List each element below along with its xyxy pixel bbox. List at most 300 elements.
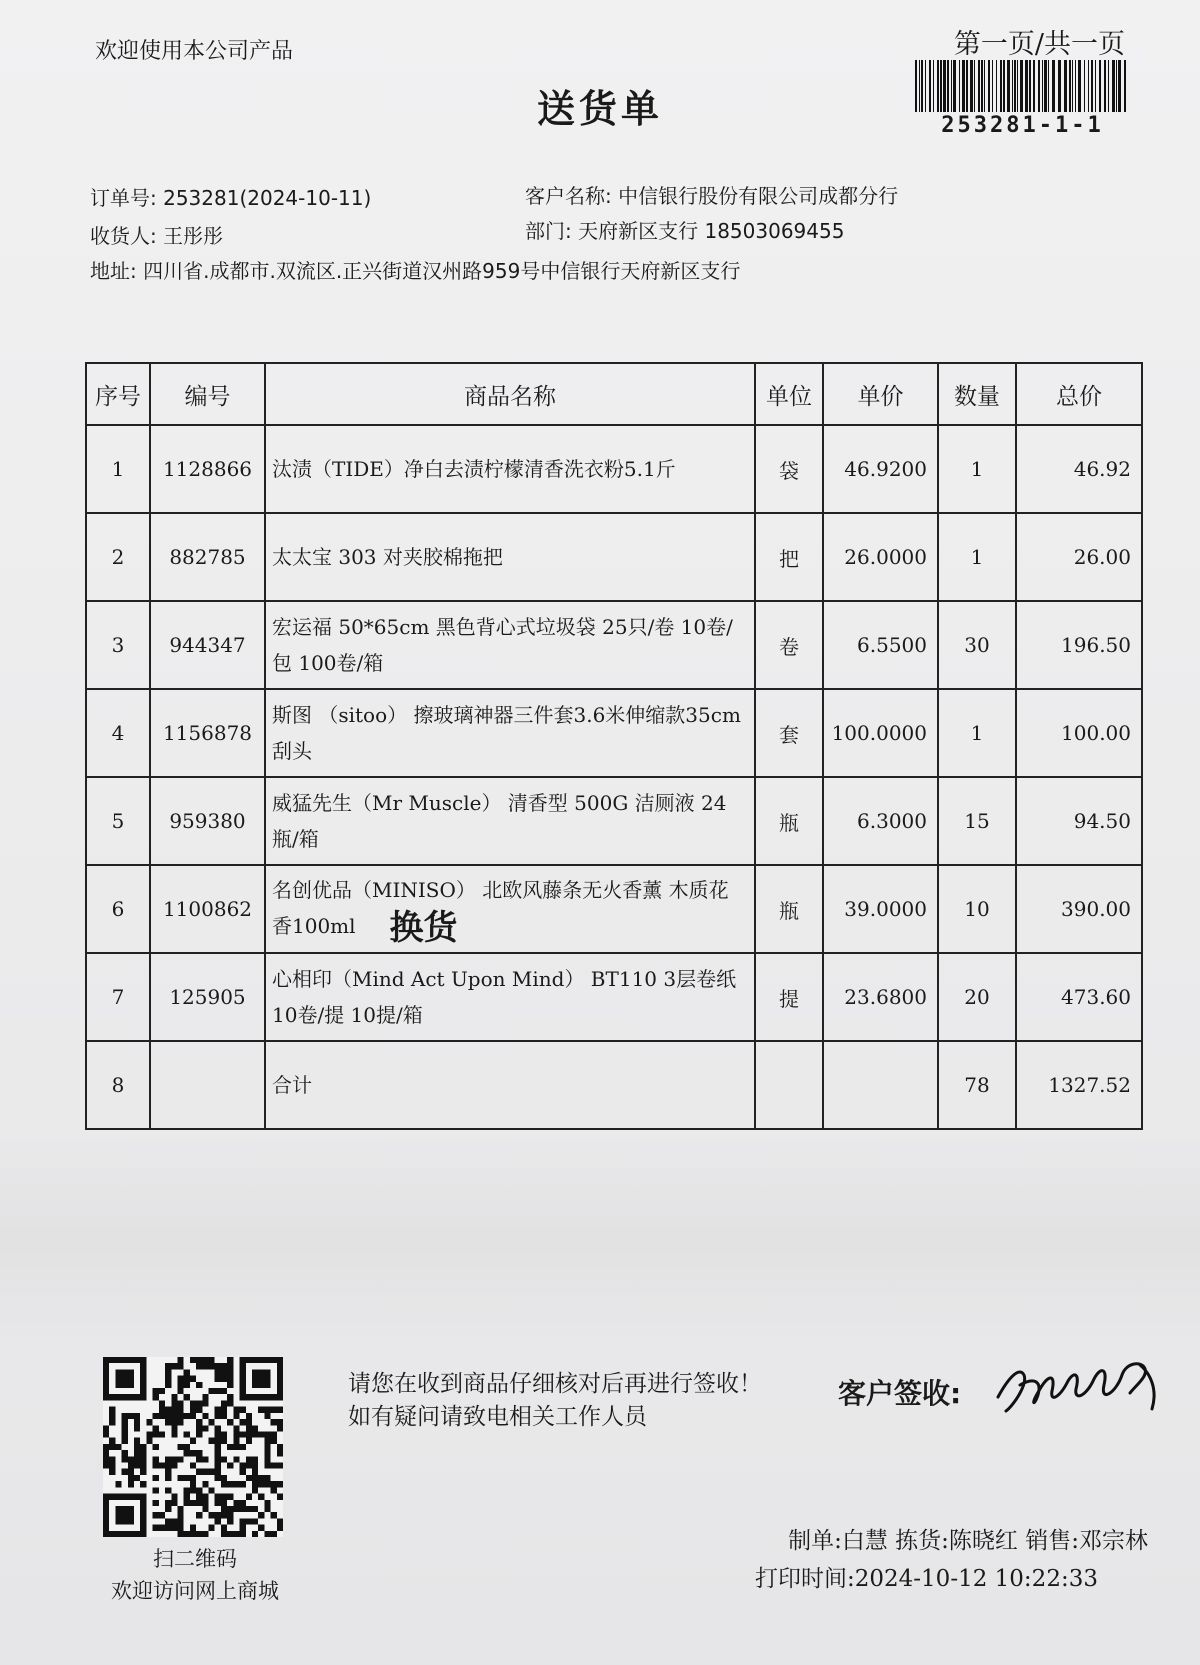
qr-module [190, 1450, 196, 1456]
qr-module [221, 1407, 227, 1413]
qr-module [252, 1456, 258, 1462]
qr-module [140, 1481, 146, 1487]
cell-total: 94.50 [1016, 777, 1142, 865]
qr-module [240, 1444, 246, 1450]
qr-code-image [103, 1357, 283, 1537]
qr-module [221, 1363, 227, 1369]
qr-module [122, 1450, 128, 1456]
barcode-bar [1112, 60, 1115, 112]
barcode-bar [1104, 60, 1106, 112]
qr-module [240, 1463, 246, 1469]
qr-module [264, 1531, 270, 1537]
qr-module [134, 1419, 140, 1425]
document-title: 送货单 [536, 87, 663, 131]
qr-module [159, 1525, 165, 1531]
qr-module [246, 1438, 252, 1444]
barcode-bar [1038, 60, 1040, 112]
qr-module [264, 1450, 270, 1456]
cell-price: 23.6800 [823, 953, 938, 1041]
qr-module [258, 1512, 264, 1518]
qr-module [159, 1512, 165, 1518]
qr-module [196, 1469, 202, 1475]
qr-module [202, 1363, 208, 1369]
qr-module [240, 1525, 246, 1531]
qr-module [196, 1357, 202, 1363]
qr-module [264, 1475, 270, 1481]
qr-module [221, 1481, 227, 1487]
table-row [86, 601, 1142, 689]
qr-module [165, 1487, 171, 1493]
cell-seq: 7 [86, 953, 150, 1041]
qr-module [196, 1494, 202, 1500]
qr-module [165, 1518, 171, 1524]
barcode-bar [1017, 60, 1018, 112]
cell-unit: 袋 [755, 425, 823, 513]
qr-module [177, 1506, 183, 1512]
cell-code: 944347 [150, 601, 265, 689]
cell-name: 太太宝 303 对夹胶棉拖把 [265, 513, 755, 601]
qr-module [240, 1469, 246, 1475]
qr-module [277, 1525, 283, 1531]
qr-module [233, 1506, 239, 1512]
order-number-value: 253281(2024-10-11) [163, 186, 372, 210]
qr-module [246, 1494, 252, 1500]
barcode-bar [1064, 60, 1067, 112]
qr-module [165, 1407, 171, 1413]
qr-module [215, 1407, 221, 1413]
cell-unit: 提 [755, 953, 823, 1041]
qr-module [240, 1500, 246, 1506]
qr-module [103, 1444, 109, 1450]
qr-module [134, 1456, 140, 1462]
qr-module [264, 1463, 270, 1469]
qr-module [171, 1407, 177, 1413]
address-value: 四川省.成都市.双流区.正兴街道汉州路959号中信银行天府新区支行 [143, 259, 741, 283]
qr-module [184, 1369, 190, 1375]
qr-module [153, 1500, 159, 1506]
qr-module [246, 1518, 252, 1524]
qr-module [128, 1463, 134, 1469]
qr-module [215, 1456, 221, 1462]
department [525, 215, 844, 244]
address-label: 地址: [90, 259, 137, 283]
barcode-bar [1058, 60, 1061, 112]
qr-module [215, 1388, 221, 1394]
qr-module [215, 1469, 221, 1475]
qr-module [165, 1506, 171, 1512]
qr-module [215, 1494, 221, 1500]
receiver [90, 220, 223, 249]
qr-module [227, 1369, 233, 1375]
qr-module [233, 1531, 239, 1537]
qr-module [277, 1450, 283, 1456]
qr-module [122, 1469, 128, 1475]
summary-total: 1327.52 [1016, 1041, 1142, 1129]
qr-module [109, 1413, 115, 1419]
summary-label: 合计 [265, 1041, 755, 1129]
qr-module [165, 1419, 171, 1425]
qr-module [209, 1469, 215, 1475]
qr-module [171, 1463, 177, 1469]
qr-module [103, 1431, 109, 1437]
customer-signature [990, 1345, 1170, 1425]
qr-module [177, 1419, 183, 1425]
qr-module [258, 1525, 264, 1531]
qr-module [171, 1500, 177, 1506]
qr-module [109, 1469, 115, 1475]
qr-module [196, 1419, 202, 1425]
cell-code: 1100862 [150, 865, 265, 953]
qr-module [215, 1500, 221, 1506]
qr-module [146, 1438, 152, 1444]
qr-module [215, 1518, 221, 1524]
barcode-bar [953, 60, 956, 112]
qr-module [221, 1456, 227, 1462]
qr-module [221, 1494, 227, 1500]
qr-module [240, 1481, 246, 1487]
barcode-bar [1099, 60, 1101, 112]
barcode-bar [981, 60, 983, 112]
qr-module [209, 1487, 215, 1493]
barcode-bar [1078, 60, 1081, 112]
qr-module [209, 1419, 215, 1425]
qr-module [271, 1407, 277, 1413]
cell-unit: 把 [755, 513, 823, 601]
barcode-image [915, 60, 1130, 112]
column-header: 商品名称 [265, 363, 755, 425]
qr-module [165, 1463, 171, 1469]
qr-module [258, 1407, 264, 1413]
qr-module [171, 1419, 177, 1425]
barcode-bar [951, 60, 952, 112]
barcode-bar [1072, 60, 1073, 112]
qr-module [233, 1438, 239, 1444]
qr-module [233, 1413, 239, 1419]
qr-module [140, 1463, 146, 1469]
cell-code: 882785 [150, 513, 265, 601]
qr-module [264, 1438, 270, 1444]
cell-price: 46.9200 [823, 425, 938, 513]
qr-module [252, 1481, 258, 1487]
qr-module [221, 1475, 227, 1481]
qr-module [128, 1475, 134, 1481]
qr-module [240, 1506, 246, 1512]
qr-module [128, 1481, 134, 1487]
barcode-bar [1118, 60, 1121, 112]
summary-price [823, 1041, 938, 1129]
qr-module [221, 1431, 227, 1437]
cell-qty: 1 [938, 513, 1016, 601]
qr-module [227, 1512, 233, 1518]
qr-module [171, 1456, 177, 1462]
qr-module [252, 1463, 258, 1469]
qr-module [128, 1469, 134, 1475]
qr-module [227, 1506, 233, 1512]
qr-module [103, 1425, 109, 1431]
qr-module [227, 1444, 233, 1450]
qr-module [196, 1450, 202, 1456]
barcode-bar [940, 60, 942, 112]
qr-module [146, 1431, 152, 1437]
cell-total: 100.00 [1016, 689, 1142, 777]
barcode-bar [937, 60, 939, 112]
qr-module [258, 1494, 264, 1500]
barcode-bar [1095, 60, 1096, 112]
barcode-bar [929, 60, 931, 112]
qr-module [227, 1363, 233, 1369]
qr-module [233, 1431, 239, 1437]
qr-module [165, 1456, 171, 1462]
order-number-label: 订单号: [90, 186, 157, 210]
barcode-bar [1088, 60, 1089, 112]
cell-unit: 卷 [755, 601, 823, 689]
receiver-value: 王彤彤 [163, 224, 224, 248]
qr-module [209, 1363, 215, 1369]
qr-module [165, 1469, 171, 1475]
cell-code: 1128866 [150, 425, 265, 513]
cell-price: 100.0000 [823, 689, 938, 777]
qr-module [277, 1407, 283, 1413]
paper-fold-shadow [0, 1130, 1200, 1350]
department-label: 部门: [525, 219, 572, 243]
qr-module [264, 1431, 270, 1437]
qr-module [277, 1494, 283, 1500]
cell-qty: 20 [938, 953, 1016, 1041]
qr-module [153, 1463, 159, 1469]
qr-module [165, 1382, 171, 1388]
qr-module [165, 1525, 171, 1531]
qr-module [171, 1431, 177, 1437]
cell-total: 196.50 [1016, 601, 1142, 689]
barcode-bar [925, 60, 926, 112]
qr-module [196, 1500, 202, 1506]
qr-finder-pattern [252, 1369, 271, 1388]
barcode-bar [1052, 60, 1055, 112]
qr-module [246, 1419, 252, 1425]
cell-name: 汰渍（TIDE）净白去渍柠檬清香洗衣粉5.1斤 [265, 425, 755, 513]
notice-text: 请您在收到商品仔细核对后再进行签收！如有疑问请致电相关工作人员 [348, 1371, 762, 1430]
qr-module [196, 1512, 202, 1518]
qr-module [246, 1425, 252, 1431]
qr-module [202, 1456, 208, 1462]
barcode-bar [1075, 60, 1076, 112]
qr-module [190, 1376, 196, 1382]
barcode-bar [984, 60, 985, 112]
qr-module [240, 1419, 246, 1425]
barcode-bar [992, 60, 993, 112]
table-row [86, 425, 1142, 513]
qr-module [246, 1475, 252, 1481]
qr-module [233, 1500, 239, 1506]
qr-module [190, 1487, 196, 1493]
qr-module [196, 1400, 202, 1406]
qr-module [246, 1413, 252, 1419]
qr-module [202, 1481, 208, 1487]
qr-module [184, 1531, 190, 1537]
qr-module [128, 1456, 134, 1462]
qr-module [159, 1388, 165, 1394]
qr-module [153, 1388, 159, 1394]
order-number [90, 182, 371, 211]
qr-module [202, 1506, 208, 1512]
table-header-row [86, 363, 1142, 425]
qr-module [153, 1512, 159, 1518]
cell-seq: 2 [86, 513, 150, 601]
barcode-bar [978, 60, 980, 112]
items-table [85, 362, 1143, 1130]
qr-module [171, 1413, 177, 1419]
qr-module [215, 1413, 221, 1419]
qr-module [277, 1481, 283, 1487]
qr-module [227, 1531, 233, 1537]
qr-module [227, 1382, 233, 1388]
qr-module [140, 1450, 146, 1456]
qr-module [196, 1431, 202, 1437]
qr-module [171, 1525, 177, 1531]
qr-module [209, 1438, 215, 1444]
cell-seq: 3 [86, 601, 150, 689]
qr-module [196, 1487, 202, 1493]
cell-price: 6.3000 [823, 777, 938, 865]
qr-module [153, 1487, 159, 1493]
qr-module [153, 1456, 159, 1462]
qr-module [271, 1438, 277, 1444]
qr-module [227, 1394, 233, 1400]
barcode-bar [933, 60, 934, 112]
summary-unit [755, 1041, 823, 1129]
qr-module [233, 1444, 239, 1450]
qr-module [202, 1357, 208, 1363]
qr-module [264, 1407, 270, 1413]
qr-module [271, 1481, 277, 1487]
qr-module [215, 1475, 221, 1481]
qr-module [165, 1376, 171, 1382]
qr-module [171, 1394, 177, 1400]
barcode-bar [996, 60, 997, 112]
barcode-bar [1084, 60, 1085, 112]
qr-module [209, 1525, 215, 1531]
qr-module [252, 1531, 258, 1537]
qr-module [159, 1431, 165, 1437]
barcode-bar [919, 60, 920, 112]
qr-module [246, 1463, 252, 1469]
qr-module [140, 1456, 146, 1462]
qr-module [227, 1481, 233, 1487]
barcode-bar [1012, 60, 1013, 112]
qr-module [209, 1512, 215, 1518]
qr-module [240, 1518, 246, 1524]
page-info: 第一页/共一页 [953, 29, 1125, 60]
qr-module [221, 1500, 227, 1506]
qr-module [190, 1525, 196, 1531]
cell-total: 46.92 [1016, 425, 1142, 513]
qr-finder-pattern [115, 1369, 134, 1388]
qr-module [196, 1425, 202, 1431]
qr-module [252, 1469, 258, 1475]
staff-info: 制单:白慧 拣货:陈晓红 销售:邓宗林 [788, 1528, 1148, 1554]
qr-module [252, 1518, 258, 1524]
barcode-bar [1033, 60, 1035, 112]
qr-module [109, 1438, 115, 1444]
qr-module [184, 1382, 190, 1388]
customer-name-label: 客户名称: [525, 184, 612, 208]
qr-module [134, 1475, 140, 1481]
cell-name: 威猛先生（Mr Muscle） 清香型 500G 洁厕液 24瓶/箱 [265, 777, 755, 865]
qr-module [122, 1419, 128, 1425]
qr-module [252, 1506, 258, 1512]
qr-module [177, 1512, 183, 1518]
qr-module [177, 1413, 183, 1419]
cell-price: 39.0000 [823, 865, 938, 953]
barcode-bar [943, 60, 946, 112]
qr-module [252, 1487, 258, 1493]
qr-module [227, 1463, 233, 1469]
qr-module [122, 1438, 128, 1444]
qr-module [258, 1475, 264, 1481]
column-header: 编号 [150, 363, 265, 425]
handwritten-note: 换货 [389, 907, 458, 948]
qr-module [153, 1413, 159, 1419]
qr-module [202, 1394, 208, 1400]
qr-module [277, 1419, 283, 1425]
qr-module [134, 1444, 140, 1450]
barcode-bar [959, 60, 960, 112]
qr-module [153, 1475, 159, 1481]
qr-caption-visit: 欢迎访问网上商城 [111, 1579, 279, 1603]
qr-module [177, 1525, 183, 1531]
qr-module [190, 1438, 196, 1444]
qr-module [153, 1425, 159, 1431]
qr-module [264, 1506, 270, 1512]
qr-module [184, 1413, 190, 1419]
qr-module [240, 1531, 246, 1537]
qr-module [258, 1481, 264, 1487]
cell-name: 宏运福 50*65cm 黑色背心式垃圾袋 25只/卷 10卷/包 100卷/箱 [265, 601, 755, 689]
cell-price: 26.0000 [823, 513, 938, 601]
qr-module [184, 1487, 190, 1493]
qr-module [227, 1400, 233, 1406]
qr-module [177, 1475, 183, 1481]
qr-finder-pattern [115, 1506, 134, 1525]
qr-module [153, 1394, 159, 1400]
table-row [86, 689, 1142, 777]
barcode-bar [1014, 60, 1016, 112]
barcode-bar [1124, 60, 1126, 112]
qr-module [140, 1444, 146, 1450]
qr-module [134, 1425, 140, 1431]
barcode-bar [921, 60, 923, 112]
column-header: 数量 [938, 363, 1016, 425]
qr-module [134, 1463, 140, 1469]
qr-module [103, 1463, 109, 1469]
qr-module [196, 1363, 202, 1369]
qr-module [221, 1506, 227, 1512]
cell-qty: 1 [938, 689, 1016, 777]
qr-module [202, 1400, 208, 1406]
qr-module [159, 1463, 165, 1469]
qr-module [202, 1500, 208, 1506]
cell-total: 390.00 [1016, 865, 1142, 953]
qr-module [271, 1487, 277, 1493]
qr-module [215, 1450, 221, 1456]
qr-module [221, 1525, 227, 1531]
table-row [86, 513, 1142, 601]
qr-module [159, 1413, 165, 1419]
qr-module [122, 1425, 128, 1431]
qr-module [159, 1407, 165, 1413]
qr-module [252, 1425, 258, 1431]
qr-module [109, 1419, 115, 1425]
